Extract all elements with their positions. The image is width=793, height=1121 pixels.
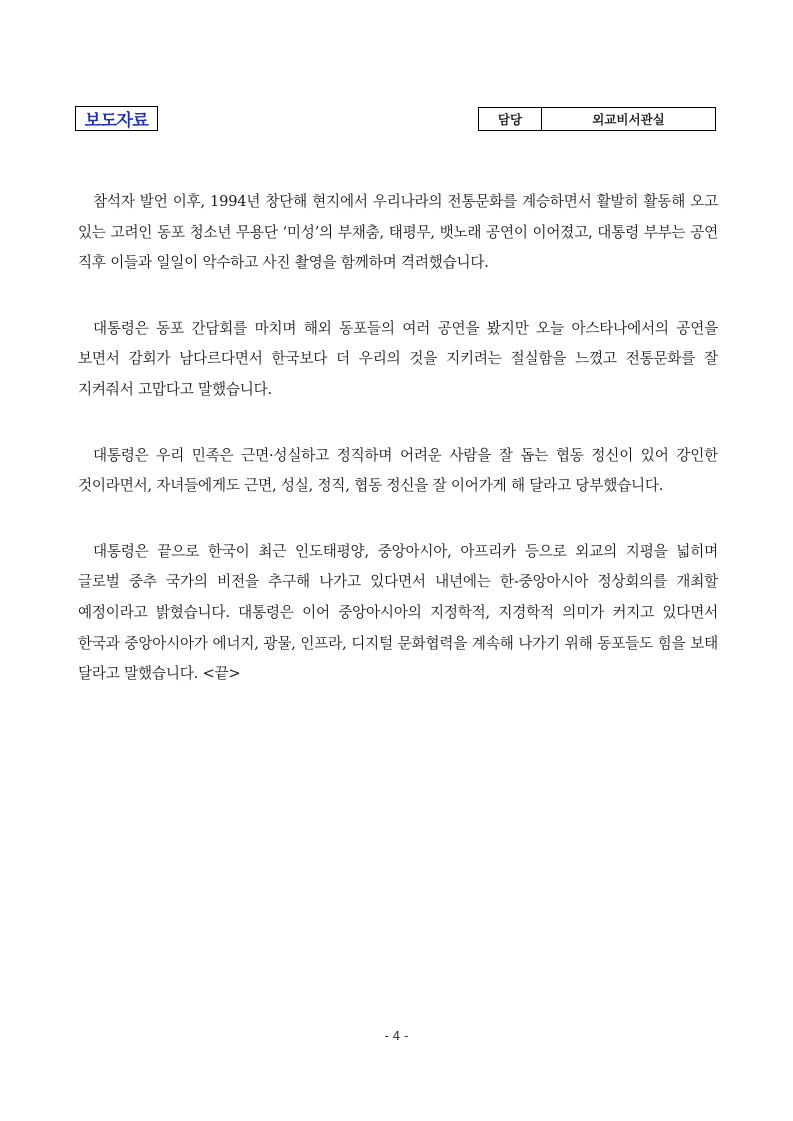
paragraph: 참석자 발언 이후, 1994년 창단해 현지에서 우리나라의 전통문화를 계승하면서 활발히 활동해 오고 있는 고려인 동포 청소년 무용단 ‘미성’의 부채춤, 태평무, 뱃노래 공연이 이어졌고, 대통령 부부는 공연 직후 이들과 일일이 악수하고 사진 촬영을 함께하며 격려했습니다. xyxy=(78,193,718,272)
contact-label: 담당 xyxy=(479,108,542,130)
page-number: - 4 - xyxy=(384,1029,409,1043)
paragraph: 대통령은 끝으로 한국이 최근 인도태평양, 중앙아시아, 아프리카 등으로 외교의 지평을 넓히며 글로벌 중추 국가의 비전을 추구해 나가고 있다면서 내년에는 한-중앙아시아 정상회의를 개최할 예정이라고 밝혔습니다. 대통령은 이어 중앙아시아의 지정학적, 지경학적 의미가 커지고 있다면서 한국과 중앙아시아가 에너지, 광물, 인프라, 디지털 문화협력을 계속해 나가기 위해 동포들도 힘을 보태 달라고 말했습니다. <끝> xyxy=(78,542,718,683)
contact-table xyxy=(478,107,716,131)
contact-value: 외교비서관실 xyxy=(592,112,665,127)
press-release-badge: 보도자료 xyxy=(75,106,158,131)
article-body xyxy=(78,187,718,725)
paragraph: 대통령은 동포 간담회를 마치며 해외 동포들의 여러 공연을 봤지만 오늘 아스타나에서의 공연을 보면서 감회가 남다르다면서 한국보다 더 우리의 것을 지키려는 절실함을 느꼈고 전통문화를 잘 지켜줘서 고맙다고 말했습니다. xyxy=(78,319,718,398)
paragraph: 대통령은 우리 민족은 근면·성실하고 정직하며 어려운 사람을 잘 돕는 협동 정신이 있어 강인한 것이라면서, 자녀들에게도 근면, 성실, 정직, 협동 정신을 잘 이어가게 해 달라고 당부했습니다. xyxy=(78,446,718,495)
